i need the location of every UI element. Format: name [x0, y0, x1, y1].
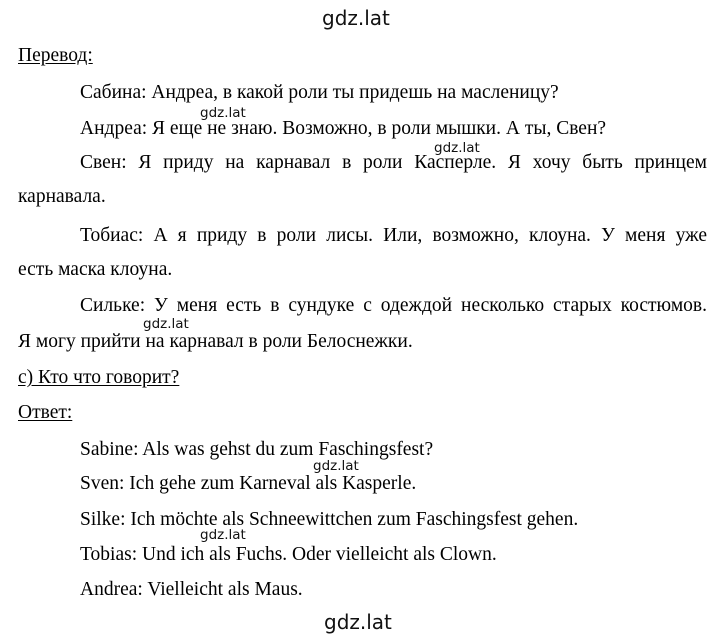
translation-line-sabina: Сабина: Андреа, в какой роли ты придешь на масленицу?: [80, 82, 559, 103]
watermark-3: gdz.lat: [143, 316, 189, 332]
translation-line-silke: Сильке: У меня есть в сундуке с одеждой несколько старых костюмов.: [80, 295, 707, 316]
translation-heading: Перевод:: [18, 45, 93, 66]
watermark-top: gdz.lat: [322, 6, 390, 30]
watermark-bottom: gdz.lat: [324, 610, 392, 634]
watermark-4: gdz.lat: [313, 458, 359, 474]
watermark-5: gdz.lat: [200, 527, 246, 543]
translation-line-tobias-cont: есть маска клоуна.: [18, 259, 173, 280]
translation-line-sven: Свен: Я приду на карнавал в роли Касперле. Я хочу быть принцем: [80, 152, 707, 173]
answer-line-silke: Silke: Ich möchte als Schneewittchen zum Faschingsfest gehen.: [80, 509, 579, 530]
translation-line-andrea: Андреа: Я еще не знаю. Возможно, в роли мышки. А ты, Свен?: [80, 118, 607, 139]
translation-line-silke-cont: Я могу прийти на карнавал в роли Белоснежки.: [18, 331, 413, 352]
answer-line-andrea: Andrea: Vielleicht als Maus.: [80, 579, 303, 600]
translation-line-tobias: Тобиас: А я приду в роли лисы. Или, возможно, клоуна. У меня уже: [80, 225, 707, 246]
answer-line-sabine: Sabine: Als was gehst du zum Faschingsfest?: [80, 439, 434, 460]
watermark-1: gdz.lat: [200, 105, 246, 121]
translation-line-sven-cont: карнавала.: [18, 186, 106, 207]
answer-heading: Ответ:: [18, 402, 73, 423]
answer-line-sven: Sven: Ich gehe zum Karneval als Kasperle.: [80, 473, 417, 494]
watermark-2: gdz.lat: [434, 140, 480, 156]
answer-line-tobias: Tobias: Und ich als Fuchs. Oder vielleicht als Clown.: [80, 544, 497, 565]
task-label: c) Кто что говорит?: [18, 367, 180, 388]
